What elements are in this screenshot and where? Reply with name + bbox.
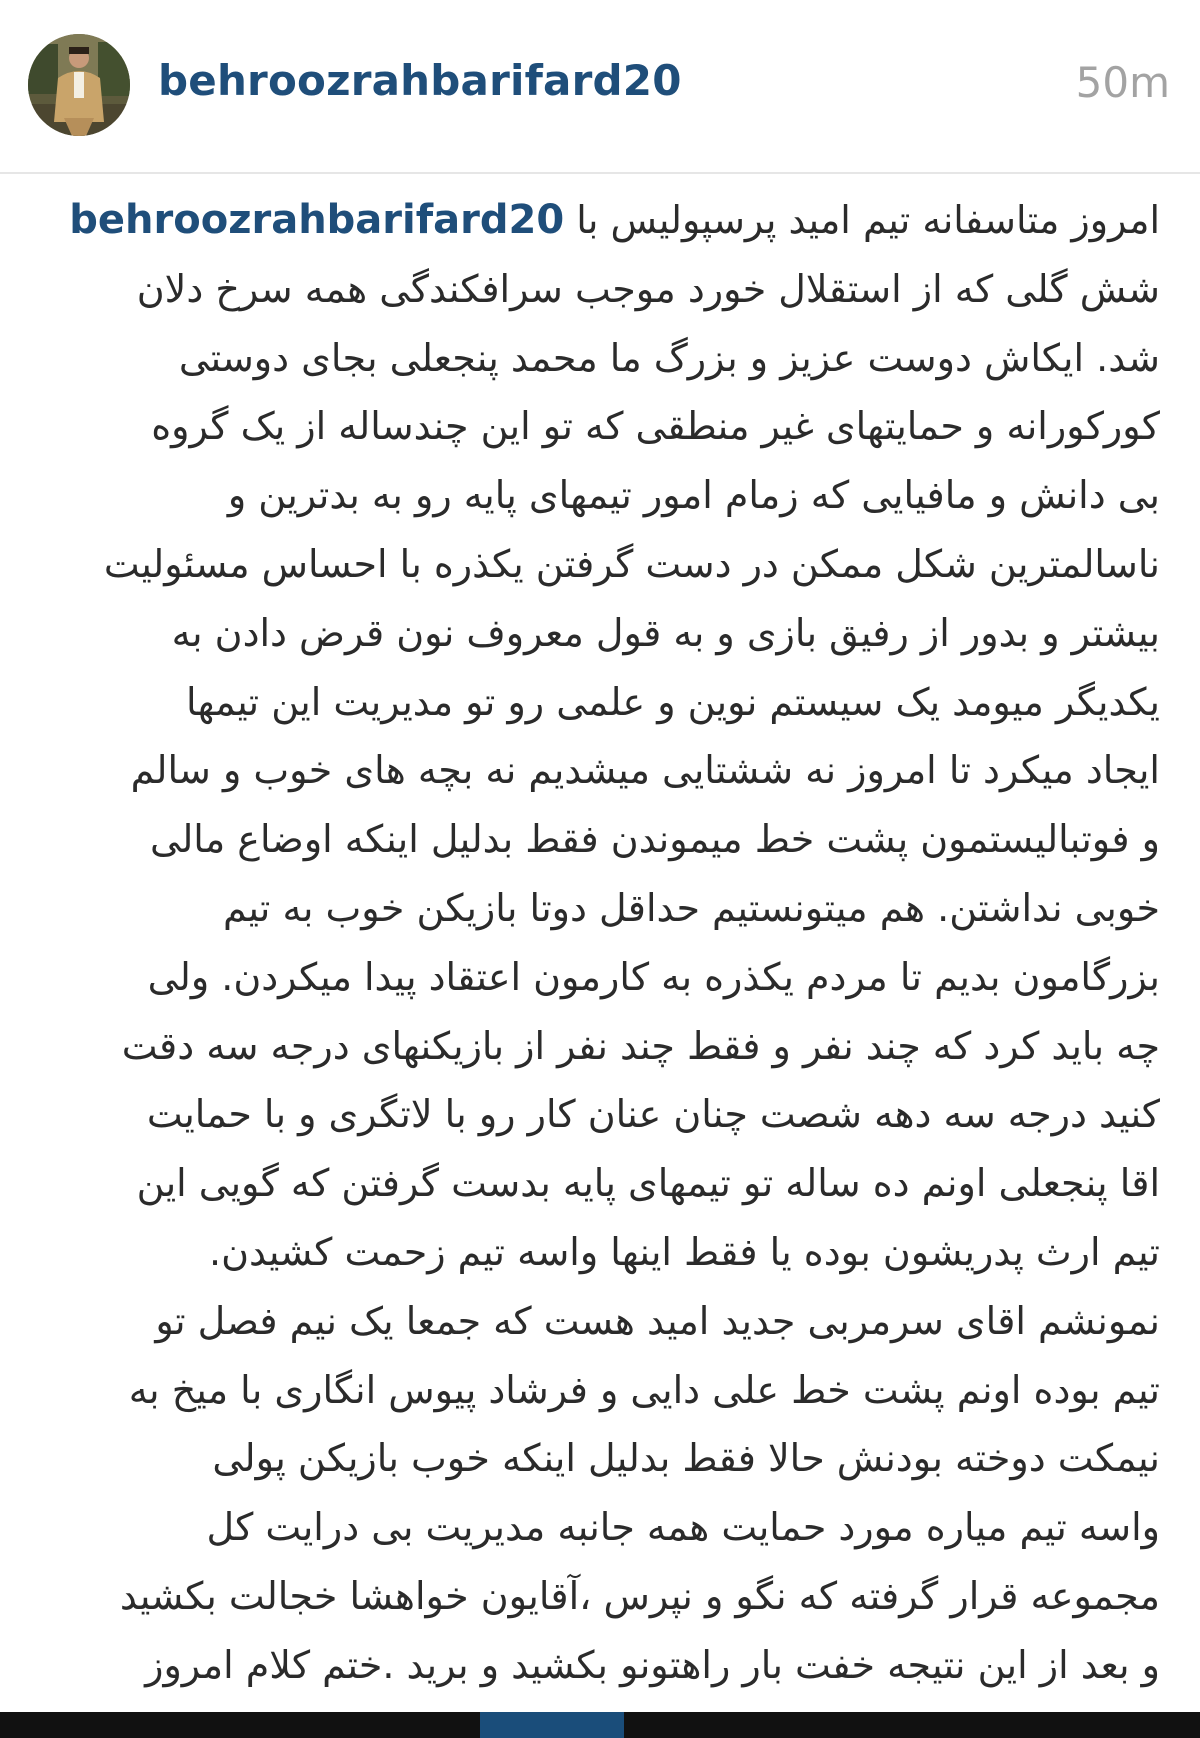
post-timestamp: 50m <box>1075 58 1170 107</box>
caption-line: ناسالمترین شکل ممکن در دست گرفتن یکذره با احساس مسئولیت <box>103 541 1160 586</box>
caption-line: و فوتبالیستمون پشت خط میموندن فقط بدلیل اینکه اوضاع مالی <box>150 817 1160 862</box>
caption-line <box>40 186 1160 255</box>
caption-line: اقا پنجعلی اونم ده ساله تو تیمهای پایه بدست گرفتن که گویی این <box>136 1161 1160 1206</box>
post-caption <box>40 186 1160 1700</box>
caption-line: شد. ایکاش دوست عزیز و بزرگ ما محمد پنجعلی بجای دوستی <box>178 335 1160 380</box>
caption-line: کورکورانه و حمایتهای غیر منطقی که تو این چندساله از یک گروه <box>151 404 1160 449</box>
post-username[interactable]: behroozrahbarifard20 <box>158 56 682 105</box>
caption-line: کنید درجه سه دهه شصت چنان عنان کار رو با لاتگری و با حمایت <box>146 1092 1160 1137</box>
caption-line: نیمکت دوخته بودنش حالا فقط بدلیل اینکه خوب بازیکن پولی <box>212 1436 1160 1481</box>
caption-line: چه باید کرد که چند نفر و فقط چند نفر از بازیکنهای درجه سه دقت <box>121 1023 1160 1068</box>
caption-line: خوبی نداشتن. هم میتونستیم حداقل دوتا بازیکن خوب به تیم <box>223 885 1160 930</box>
avatar-photo <box>28 34 130 136</box>
caption-line: نمونشم اقای سرمربی جدید امید هست که جمعا یک نیم فصل تو <box>155 1298 1160 1343</box>
post-header <box>0 0 1200 174</box>
caption-line: بزرگامون بدیم تا مردم یکذره به کارمون اعتقاد پیدا میکردن. ولی <box>147 954 1160 999</box>
caption-first-line-text: امروز متاسفانه تیم امید پرسپولیس با <box>576 198 1160 242</box>
caption-line: و بعد از این نتیجه خفت بار راهتونو بکشید و برید .ختم کلام امروز <box>145 1642 1160 1687</box>
caption-line: یکدیگر میومد یک سیستم نوین و علمی رو تو مدیریت این تیمها <box>186 679 1160 724</box>
caption-line: مجموعه قرار گرفته که نگو و نپرس ،آقایون خواهشا خجالت بکشید <box>119 1573 1160 1618</box>
video-progress-fill <box>480 1712 624 1738</box>
caption-line: تیم ارث پدریشون بوده یا فقط اینها واسه تیم زحمت کشیدن. <box>208 1229 1160 1274</box>
caption-line: بی دانش و مافیایی که زمام امور تیمهای پایه رو به بدترین و <box>227 473 1160 518</box>
caption-line: واسه تیم میاره مورد حمایت همه جانبه مدیریت بی درایت کل <box>206 1505 1160 1550</box>
avatar[interactable] <box>28 34 130 136</box>
caption-author-username[interactable]: behroozrahbarifard20 <box>69 197 565 243</box>
caption-line: ایجاد میکرد تا امروز نه ششتایی میشدیم نه بچه های خوب و سالم <box>130 748 1160 793</box>
video-progress-bar[interactable] <box>0 1712 1200 1738</box>
caption-line: شش گلی که از استقلال خورد موجب سرافکندگی همه سرخ دلان <box>136 266 1160 311</box>
caption-line: بیشتر و بدور از رفیق بازی و به قول معروف نون قرض دادن به <box>171 610 1160 655</box>
caption-line: تیم بوده اونم پشت خط علی دایی و فرشاد پیوس انگاری با میخ به <box>128 1367 1160 1412</box>
